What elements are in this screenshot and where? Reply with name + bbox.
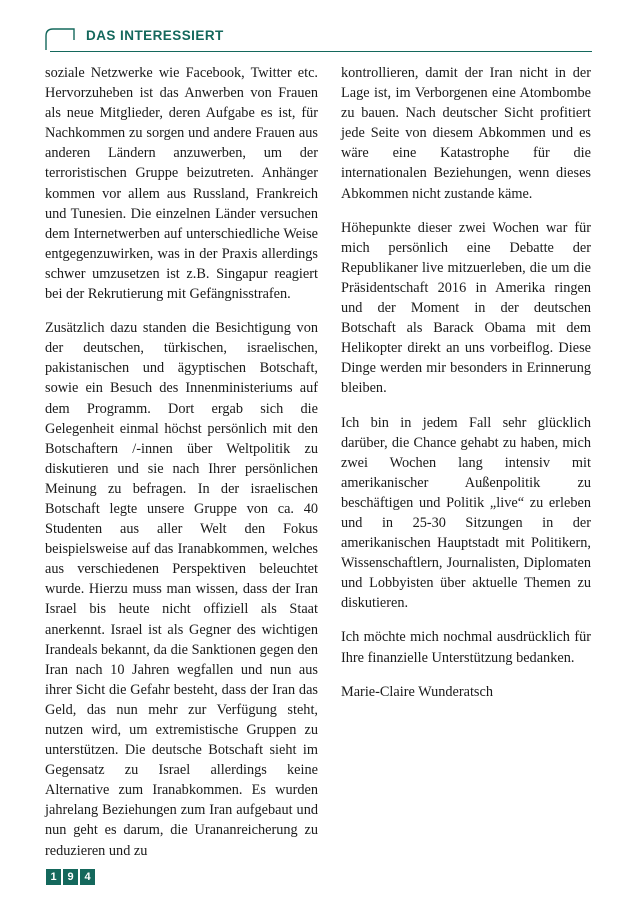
page-number-digit: 1 [46,869,61,885]
column-left [45,63,318,861]
header-divider [50,51,592,52]
rounded-corner-bracket-icon [44,27,84,51]
paragraph: Ich möchte mich nochmal ausdrücklich für Ihre finanzielle Unterstützung bedanken. [341,629,591,666]
section-header-title: DAS INTERESSIERT [86,28,224,43]
paragraph: soziale Netzwerke wie Facebook, Twitter etc. Hervorzuheben ist das Anwerben von Frauen als neue Mitglieder, deren Aufgabe es ist, für Nachkommen zu sorgen und andere Frauen aus anderen Ländern anzuwerben, um der terroristischen Gruppe beizutreten. Anhänger kommen vor allem aus Russland, Frankreich und Tunesien. Die einzelnen Länder versuchen dem Internetwerben auf unterschiedliche Weise entgegenzuwirken, was in der Praxis allerdings schwer umzusetzen ist z.B. Singapur reagiert bei der Rekrutierung mit Gefängnisstrafen. [45,65,318,303]
article-body [45,63,591,861]
paragraph: Ich bin in jedem Fall sehr glücklich darüber, die Chance gehabt zu haben, mich zwei Wochen lang intensiv mit amerikanischer Außenpolitik zu beschäftigen und Politik „live“ zu erleben und in 25-30 Sitzungen in der amerikanischen Hauptstadt mit Politikern, Wissenschaftlern, Journalisten, Diplomaten und Lobbyisten über aktuelle Themen zu diskutieren. [341,414,591,612]
page-number-badge [46,869,95,885]
author-signature: Marie-Claire Wunderatsch [341,683,493,700]
page-number-digit: 9 [63,869,78,885]
paragraph: kontrollieren, damit der Iran nicht in der Lage ist, im Verborgenen eine Atombombe zu bauen. Nach deutscher Sicht profitiert jede Seite von diesem Abkommen und es wäre eine Katastrophe für die internationalen Beziehungen, wenn dieses Abkommen nicht zustande käme. [341,65,591,202]
page-number-digit: 4 [80,869,95,885]
paragraph: Höhepunkte dieser zwei Wochen war für mich persönlich eine Debatte der Republikaner live mitzuerleben, die um die Präsidentschaft 2016 in Amerika ringen und der Moment in der deutschen Botschaft als Barack Obama mit dem Helikopter direkt an uns vorbeiflog. Diese Dinge werden mir besonders in Erinnerung bleiben. [341,219,591,397]
paragraph: Zusätzlich dazu standen die Besichtigung von der deutschen, türkischen, israelischen, pakistanischen und ägyptischen Botschaft, sowie ein Besuch des Innenministeriums auf dem Programm. Dort ergab sich die Gelegenheit einmal höchst persönlich mit den Botschaftern /-innen über Weltpolitik zu diskutieren und sie nach Ihrer persönlichen Meinung zu befragen. In der israelischen Botschaft legte unsere Gruppe von ca. 40 Studenten aus aller Welt den Fokus beispielsweise auf das Iranabkommen, welches aus verschiedenen Perspektiven beleuchtet wurde. Hierzu muss man wissen, dass der Iran Israel bis heute nicht offiziell als Staat anerkennt. Israel ist als Gegner des wichtigen Irandeals bekannt, da die Sanktionen gegen den Iran nach 10 Jahren wegfallen und nun aus ihrer Sicht die Gefahr besteht, dass der Iran das Geld, das nun mehr zur Verfügung steht, nutzen wird, um extremistische Gruppen zu unterstützen. Die deutsche Botschaft sieht im Gegensatz zu Israel allerdings keine Alternative zum Iranabkommen. Es wurden jahrelang Beziehungen zum Iran aufgebaut und nun geht es darum, die Urananreicherung zu reduzieren und zu [45,320,318,859]
column-right [341,63,591,861]
section-header [44,27,592,53]
